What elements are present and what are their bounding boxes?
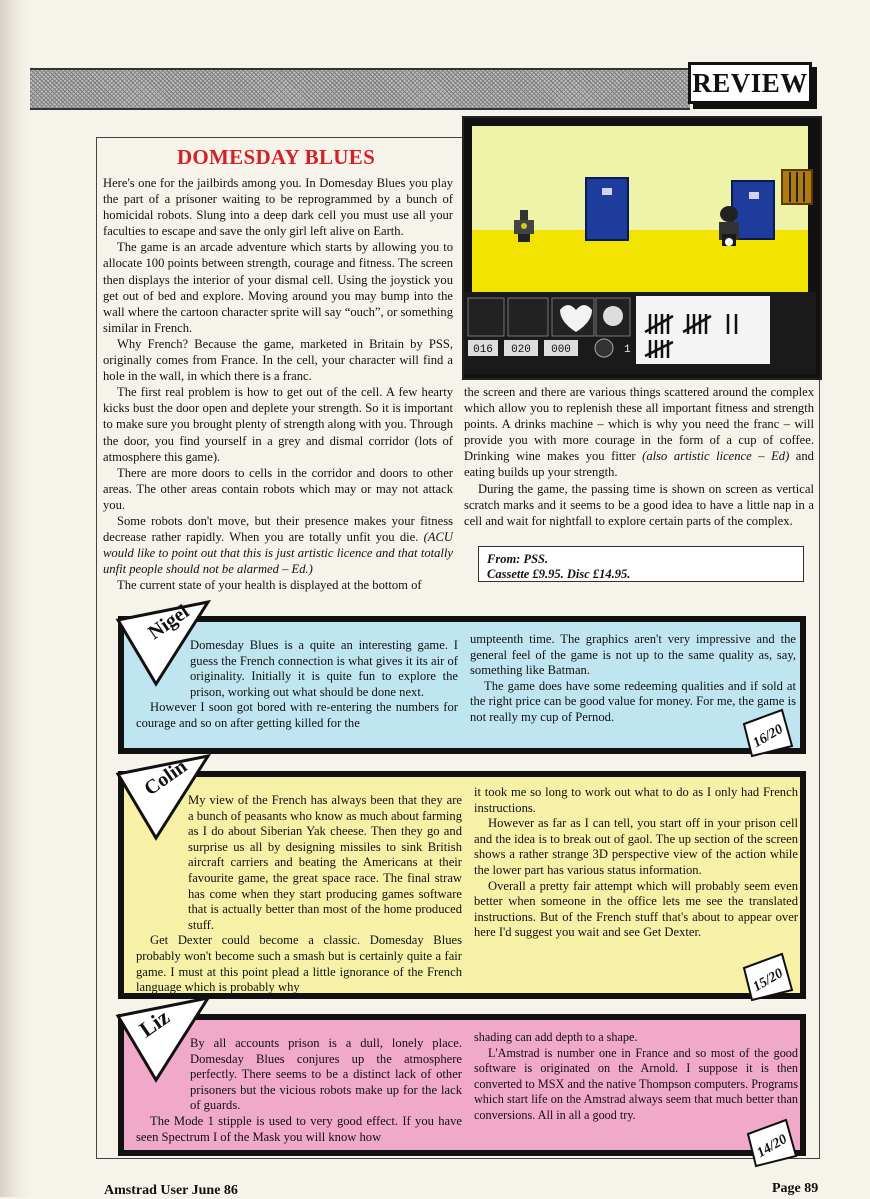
price: Cassette £9.95. Disc £14.95. (487, 567, 631, 581)
publisher: From: PSS. (487, 552, 549, 566)
paragraph: umpteenth time. The graphics aren't very impressive and the general feel of the game is not up to the same quality as, say, something like Batman. (470, 632, 796, 678)
paragraph: My view of the French has always been that they are a bunch of peasants who know as much about farming as I do about Siberian Yak cheese. Then they go and surprise us all by designing missiles to sink British aircraft carriers and beating the Americans at their favourite game, the great space race. The final straw has come when they start producing games software that is actually better than most of the home produced stuff. (188, 793, 462, 932)
paragraph: Overall a pretty fair attempt which will probably seem even better when someone in the office lets me see the translated instructions. But of the French stuff that's about to appear over here I'd suggest you wait and see Get Dexter. (474, 878, 798, 940)
game-scene (464, 118, 816, 374)
paragraph (103, 513, 453, 577)
paragraph: The game is an arcade adventure which starts by allowing you to allocate 100 points between strength, courage and fitness. The screen then displays the interior of your dismal cell. Using the joystick you get out of bed and explore. Moving around you may bump into the wall where the cartoon character sprite will say “ouch”, or something similar in French. (103, 240, 453, 335)
paragraph: The game does have some redeeming qualities and if sold at the right price can be good value for money. For me, the game is not really my cup of Pernod. (470, 678, 796, 724)
reviewer-name: Liz (134, 1004, 174, 1043)
counter-fitness: 000 (551, 344, 571, 356)
paragraph: During the game, the passing time is shown on screen as vertical scratch marks and it seems to be a good idea to have a little nap in a cell and wait for nightfall to explore certain parts of the complex. (464, 481, 814, 528)
score-badge-colin (740, 952, 796, 1002)
reviewer-name: Colin (140, 755, 192, 801)
paragraph: shading can add depth to a shape. (474, 1030, 638, 1044)
editor-note: (ACU would like to point out that this is just artistic licence and that totally unfit people should not be alarmed – Ed.) (103, 530, 453, 577)
text-run: Some robots don't move, but their presence makes your fitness decrease rather rapidly. When you are totally unfit you die. (103, 513, 453, 545)
score-value: 14/20 (754, 1131, 790, 1161)
article-column-1 (103, 175, 453, 593)
section-label: REVIEW (688, 62, 812, 104)
score-badge-liz (744, 1118, 800, 1168)
paragraph: Domesday Blues is a quite an interesting game. I guess the French connection is what gives it its air of originality. Initially it is quite fun to explore the prison, working out what should be done next. (190, 638, 458, 699)
review-panel-nigel (118, 616, 806, 754)
paragraph: However as far as I can tell, you start off in your prison cell and the idea is to break out of gaol. The up section of the screen shows a rather strange 3D perspective view of the action while the lower part has various status information. (474, 816, 798, 877)
reviewer-name: Nigel (144, 600, 194, 645)
text-run: and eating builds up your strength. (464, 449, 814, 480)
paragraph: Why French? Because the game, marketed in Britain by PSS, originally comes from France. In the cell, your character will find a hole in the wall, in which there is a franc. (103, 336, 453, 384)
paragraph: it took me so long to work out what to do as I only had French instructions. (474, 785, 798, 815)
article-title: DOMESDAY BLUES (176, 145, 376, 169)
review-column-2 (474, 785, 798, 941)
paragraph: Get Dexter could become a classic. Domesday Blues probably won't become such a smash but is certainly quite a fair game. I must at this point plead a little ignorance of the French language which is probably why (136, 933, 462, 995)
page-spine (0, 0, 30, 1197)
review-panel-colin (118, 771, 806, 999)
editor-note: (also artistic licence – Ed) (642, 449, 790, 464)
article-column-2 (464, 384, 814, 529)
reviewer-tag-nigel (112, 598, 212, 688)
paragraph (464, 384, 814, 481)
review-column-2 (474, 1030, 798, 1124)
counter-courage: 020 (511, 344, 531, 356)
review-panel-liz (118, 1014, 806, 1156)
door-icon (586, 178, 628, 240)
reviewer-tag-colin (112, 752, 212, 842)
footer-page-number: Page 89 (772, 1181, 819, 1196)
paragraph: Here's one for the jailbirds among you. In Domesday Blues you play the part of a prisoner waiting to be reprogrammed by a bunch of homicidal robots. Slung into a deep dark cell you must use all your faculties to escape and save the only girl left alive on Earth. (103, 176, 453, 239)
reviewer-tag-liz (112, 994, 212, 1084)
game-screenshot (462, 116, 822, 380)
paragraph: There are more doors to cells in the corridor and doors to other areas. The other areas contain robots which may or may not attack you. (103, 465, 453, 512)
counter-strength: 016 (473, 344, 493, 356)
paragraph: However I soon got bored with re-entering the numbers for courage and so on after getting killed for the (136, 700, 458, 730)
paragraph: The current state of your health is displayed at the bottom of (117, 578, 422, 593)
skull-icon (603, 306, 623, 326)
paragraph: L'Amstrad is number one in France and so most of the good software is originated on the Arnold. I suppose it is then converted to MSX and the native Thompson computers. Programs which start life on the Amstrad always seem that much better than conversions. All in all a good try. (474, 1045, 798, 1122)
paragraph: The first real problem is how to get out of the cell. A few hearty kicks bust the door open and deplete your strength. So it is important to make sure you brought plenty of strength along with you. Through the door, you find yourself in a grey and dismal corridor (lots of atmosphere this game). (103, 385, 453, 464)
lives-counter: 1 (624, 344, 631, 356)
score-value: 16/20 (750, 721, 786, 751)
paragraph: The Mode 1 stipple is used to very good effect. If you have seen Spectrum I of the Mask you will know how (136, 1113, 462, 1144)
text-run: the screen and there are various things scattered around the complex which allow you to replenish these all important fitness and strength points. A drinks machine – which is why you need the franc – will provide you with more courage in the form of a cup of coffee. Drinking wine makes you fitter (464, 385, 814, 464)
publisher-info-box (478, 546, 804, 582)
paragraph: By all accounts prison is a dull, lonely place. Domesday Blues conjures up the atmosphere perfectly. There seems to be a distinct lack of other prisoners but the vicious robots make up for the lack of guards. (190, 1036, 462, 1113)
score-badge-nigel (740, 708, 796, 758)
footer-magazine: Amstrad User June 86 (104, 1183, 238, 1198)
prisoner-sprite-icon (719, 206, 739, 246)
score-value: 15/20 (750, 965, 786, 995)
header-stipple-bar (30, 68, 690, 110)
